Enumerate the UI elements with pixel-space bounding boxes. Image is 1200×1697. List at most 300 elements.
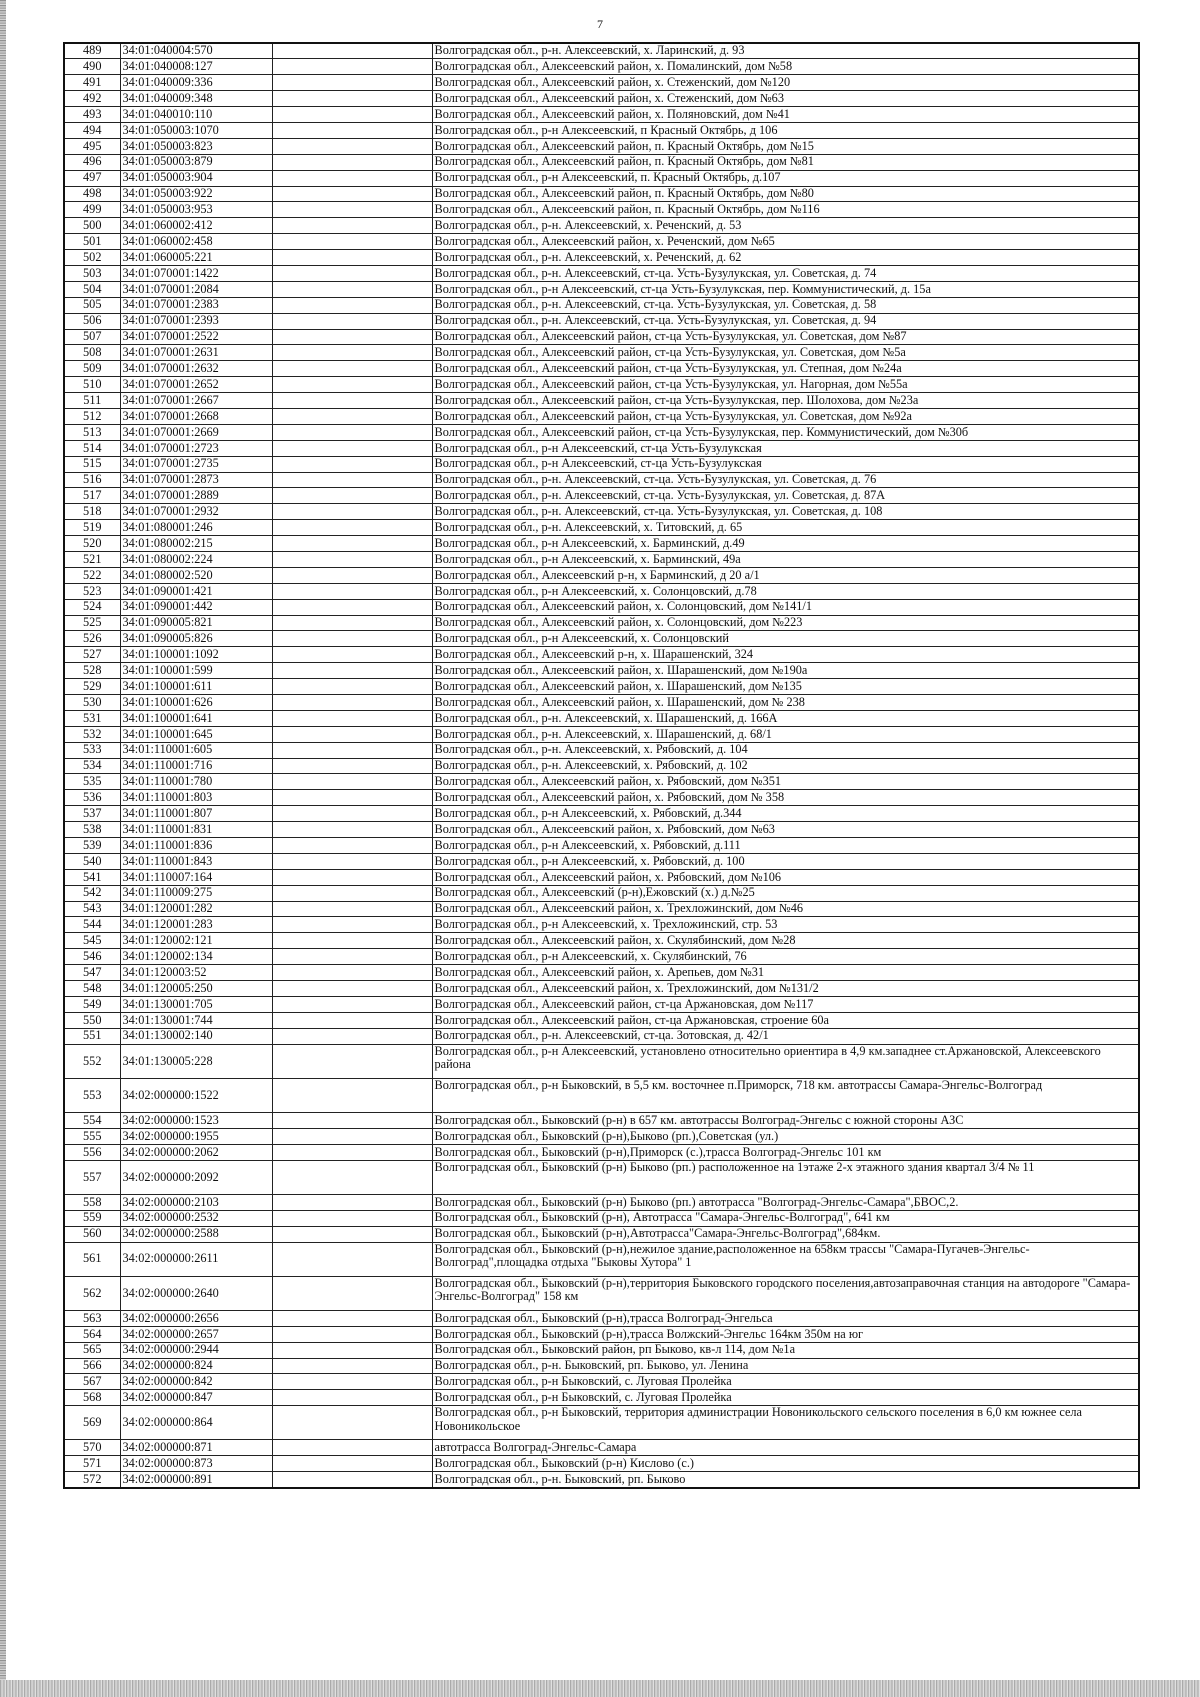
cadastral-number-cell: 34:02:000000:2062 [120,1144,272,1160]
row-number-cell: 558 [64,1194,120,1210]
cadastral-number-cell: 34:02:000000:2532 [120,1210,272,1226]
row-number-cell: 549 [64,996,120,1012]
table-row [64,424,1139,440]
table-row [64,822,1139,838]
empty-cell [272,1210,432,1226]
table-row [64,838,1139,854]
address-cell: Волгоградская обл., р-н. Алексеевский, х. Титовский, д. 65 [432,520,1139,536]
empty-cell [272,138,432,154]
row-number-cell: 522 [64,567,120,583]
cadastral-number-cell: 34:01:040009:348 [120,91,272,107]
table-row [64,1374,1139,1390]
address-cell: Волгоградская обл., р-н. Алексеевский, х. Рябовский, д. 104 [432,742,1139,758]
table-row [64,1342,1139,1358]
empty-cell [272,361,432,377]
row-number-cell: 496 [64,154,120,170]
table-row [64,1012,1139,1028]
row-number-cell: 535 [64,774,120,790]
address-cell: Волгоградская обл., Алексеевский (р-н),Ежовский (х.) д.№25 [432,885,1139,901]
row-number-cell: 542 [64,885,120,901]
cadastral-number-cell: 34:02:000000:2640 [120,1276,272,1310]
table-row [64,1128,1139,1144]
empty-cell [272,1390,432,1406]
table-row [64,91,1139,107]
address-cell: Волгоградская обл., р-н Алексеевский, ст-ца Усть-Бузулукская [432,456,1139,472]
table-row [64,631,1139,647]
table-row [64,853,1139,869]
address-cell: Волгоградская обл., Алексеевский район, х. Шарашенский, дом № 238 [432,695,1139,711]
row-number-cell: 515 [64,456,120,472]
address-cell: Волгоградская обл., Алексеевский район, х. Рябовский, дом №106 [432,869,1139,885]
cadastral-number-cell: 34:02:000000:864 [120,1406,272,1440]
empty-cell [272,456,432,472]
row-number-cell: 537 [64,806,120,822]
empty-cell [272,424,432,440]
address-cell: Волгоградская обл., Быковский (р-н),трасса Волжский-Энгельс 164км 350м на юг [432,1326,1139,1342]
address-cell: Волгоградская обл., Быковский (р-н),территория Быковского городского поселения,автозаправочная станция на автодороге "Самара-Энгельс-Волгоград" 158 км [432,1276,1139,1310]
address-cell: Волгоградская обл., Алексеевский район, х. Скулябинский, дом №28 [432,933,1139,949]
row-number-cell: 563 [64,1310,120,1326]
empty-cell [272,265,432,281]
cadastral-number-cell: 34:01:050003:1070 [120,122,272,138]
table-row [64,1044,1139,1078]
empty-cell [272,1012,432,1028]
cadastral-number-cell: 34:01:100001:626 [120,695,272,711]
row-number-cell: 493 [64,107,120,123]
cadastral-number-cell: 34:01:070001:2669 [120,424,272,440]
table-row [64,377,1139,393]
address-cell: Волгоградская обл., Алексеевский район, ст-ца Усть-Бузулукская, ул. Советская, дом №92а [432,408,1139,424]
table-row [64,281,1139,297]
empty-cell [272,250,432,266]
table-row [64,138,1139,154]
address-cell: Волгоградская обл., Алексеевский р-н, х Барминский, д 20 а/1 [432,567,1139,583]
address-cell: Волгоградская обл., Алексеевский район, х. Рябовский, дом №63 [432,822,1139,838]
table-row [64,981,1139,997]
row-number-cell: 516 [64,472,120,488]
table-row [64,806,1139,822]
cadastral-number-cell: 34:01:050003:953 [120,202,272,218]
row-number-cell: 548 [64,981,120,997]
table-row [64,695,1139,711]
empty-cell [272,536,432,552]
row-number-cell: 525 [64,615,120,631]
row-number-cell: 509 [64,361,120,377]
address-cell: Волгоградская обл., р-н. Алексеевский, ст-ца. Усть-Бузулукская, ул. Советская, д. 94 [432,313,1139,329]
address-cell: Волгоградская обл., Алексеевский район, х. Стеженский, дом №120 [432,75,1139,91]
empty-cell [272,822,432,838]
cadastral-number-cell: 34:01:130005:228 [120,1044,272,1078]
empty-cell [272,853,432,869]
empty-cell [272,996,432,1012]
cadastral-number-cell: 34:01:110001:843 [120,853,272,869]
table-row [64,440,1139,456]
cadastral-number-cell: 34:01:120001:283 [120,917,272,933]
table-row [64,758,1139,774]
address-cell: Волгоградская обл., р-н. Алексеевский, ст-ца. Усть-Бузулукская, ул. Советская, д. 76 [432,472,1139,488]
table-row [64,1112,1139,1128]
row-number-cell: 510 [64,377,120,393]
address-cell: Волгоградская обл., Быковский (р-н),Автотрасса"Самара-Энгельс-Волгоград",684км. [432,1226,1139,1242]
table-row [64,1310,1139,1326]
row-number-cell: 552 [64,1044,120,1078]
cadastral-number-cell: 34:01:040004:570 [120,43,272,59]
table-row [64,996,1139,1012]
empty-cell [272,520,432,536]
address-cell: Волгоградская обл., Алексеевский р-н, х. Шарашенский, 324 [432,647,1139,663]
empty-cell [272,218,432,234]
empty-cell [272,552,432,568]
table-row [64,552,1139,568]
empty-cell [272,663,432,679]
cadastral-number-cell: 34:02:000000:891 [120,1472,272,1488]
row-number-cell: 495 [64,138,120,154]
row-number-cell: 491 [64,75,120,91]
empty-cell [272,75,432,91]
empty-cell [272,234,432,250]
address-cell: Волгоградская обл., Быковский (р-н), Автотрасса "Самара-Энгельс-Волгоград", 641 км [432,1210,1139,1226]
row-number-cell: 564 [64,1326,120,1342]
row-number-cell: 500 [64,218,120,234]
cadastral-number-cell: 34:01:100001:599 [120,663,272,679]
row-number-cell: 527 [64,647,120,663]
cadastral-number-cell: 34:01:110001:836 [120,838,272,854]
address-cell: Волгоградская обл., р-н Алексеевский, х. Барминский, д.49 [432,536,1139,552]
address-cell: Волгоградская обл., р-н Алексеевский, п. Красный Октябрь, д.107 [432,170,1139,186]
table-row [64,965,1139,981]
cadastral-number-cell: 34:01:050003:922 [120,186,272,202]
cadastral-number-cell: 34:02:000000:824 [120,1358,272,1374]
table-row [64,472,1139,488]
table-row [64,504,1139,520]
row-number-cell: 571 [64,1456,120,1472]
empty-cell [272,679,432,695]
table-row [64,393,1139,409]
row-number-cell: 506 [64,313,120,329]
cadastral-number-cell: 34:02:000000:1522 [120,1078,272,1112]
empty-cell [272,742,432,758]
cadastral-number-cell: 34:01:090001:421 [120,583,272,599]
cadastral-number-cell: 34:01:110001:605 [120,742,272,758]
empty-cell [272,1326,432,1342]
table-row [64,1028,1139,1044]
cadastral-number-cell: 34:01:110001:803 [120,790,272,806]
address-cell: Волгоградская обл., Алексеевский район, х. Рябовский, дом №351 [432,774,1139,790]
address-cell: Волгоградская обл., р-н. Алексеевский, ст-ца. Усть-Бузулукская, ул. Советская, д. 108 [432,504,1139,520]
row-number-cell: 521 [64,552,120,568]
cadastral-number-cell: 34:02:000000:842 [120,1374,272,1390]
address-cell: Волгоградская обл., Быковский (р-н) Быково (рп.) расположенное на 1этаже 2-х этажного здания квартал 3/4 № 11 [432,1160,1139,1194]
empty-cell [272,488,432,504]
empty-cell [272,1160,432,1194]
empty-cell [272,710,432,726]
cadastral-number-cell: 34:01:110001:807 [120,806,272,822]
address-cell: Волгоградская обл., р-н Алексеевский, ст-ца Усть-Бузулукская [432,440,1139,456]
registry-table [63,42,1140,1489]
row-number-cell: 557 [64,1160,120,1194]
row-number-cell: 532 [64,726,120,742]
address-cell: Волгоградская обл., Быковский (р-н),трасса Волгоград-Энгельса [432,1310,1139,1326]
table-row [64,488,1139,504]
cadastral-number-cell: 34:01:070001:2522 [120,329,272,345]
table-row [64,1160,1139,1194]
empty-cell [272,1128,432,1144]
empty-cell [272,440,432,456]
empty-cell [272,170,432,186]
row-number-cell: 566 [64,1358,120,1374]
cadastral-number-cell: 34:01:120003:52 [120,965,272,981]
table-row [64,615,1139,631]
row-number-cell: 536 [64,790,120,806]
empty-cell [272,615,432,631]
address-cell: Волгоградская обл., р-н Быковский, с. Луговая Пролейка [432,1374,1139,1390]
scan-edge-left [0,0,6,1697]
row-number-cell: 562 [64,1276,120,1310]
cadastral-number-cell: 34:01:090001:442 [120,599,272,615]
address-cell: Волгоградская обл., р-н. Алексеевский, х. Реченский, д. 62 [432,250,1139,266]
row-number-cell: 534 [64,758,120,774]
cadastral-number-cell: 34:01:070001:1422 [120,265,272,281]
cadastral-number-cell: 34:02:000000:2588 [120,1226,272,1242]
empty-cell [272,599,432,615]
table-row [64,1456,1139,1472]
address-cell: Волгоградская обл., р-н. Быковский, рп. Быково, ул. Ленина [432,1358,1139,1374]
row-number-cell: 539 [64,838,120,854]
empty-cell [272,1358,432,1374]
cadastral-number-cell: 34:01:070001:2632 [120,361,272,377]
table-row [64,202,1139,218]
empty-cell [272,838,432,854]
address-cell: Волгоградская обл., Алексеевский район, х. Поляновский, дом №41 [432,107,1139,123]
cadastral-number-cell: 34:01:070001:2735 [120,456,272,472]
table-row [64,456,1139,472]
cadastral-number-cell: 34:01:080001:246 [120,520,272,536]
empty-cell [272,377,432,393]
empty-cell [272,1406,432,1440]
table-row [64,774,1139,790]
address-cell: Волгоградская обл., р-н Алексеевский, ст-ца Усть-Бузулукская, пер. Коммунистический, д. 15а [432,281,1139,297]
table-row [64,726,1139,742]
address-cell: Волгоградская обл., р-н. Алексеевский, х. Рябовский, д. 102 [432,758,1139,774]
empty-cell [272,1226,432,1242]
cadastral-number-cell: 34:02:000000:2611 [120,1242,272,1276]
cadastral-number-cell: 34:01:070001:2932 [120,504,272,520]
row-number-cell: 501 [64,234,120,250]
cadastral-number-cell: 34:02:000000:1955 [120,1128,272,1144]
cadastral-number-cell: 34:01:060002:458 [120,234,272,250]
row-number-cell: 492 [64,91,120,107]
table-row [64,1326,1139,1342]
table-row [64,583,1139,599]
table-row [64,710,1139,726]
address-cell: Волгоградская обл., Алексеевский район, х. Стеженский, дом №63 [432,91,1139,107]
table-row [64,345,1139,361]
table-row [64,186,1139,202]
empty-cell [272,774,432,790]
address-cell: Волгоградская обл., Алексеевский район, ст-ца Усть-Бузулукская, ул. Советская, дом №5а [432,345,1139,361]
cadastral-number-cell: 34:01:040010:110 [120,107,272,123]
address-cell: Волгоградская обл., р-н Алексеевский, х. Трехложинский, стр. 53 [432,917,1139,933]
address-cell: Волгоградская обл., Алексеевский район, ст-ца Усть-Бузулукская, пер. Шолохова, дом №23а [432,393,1139,409]
table-row [64,250,1139,266]
cadastral-number-cell: 34:01:040008:127 [120,59,272,75]
cadastral-number-cell: 34:01:060005:221 [120,250,272,266]
row-number-cell: 553 [64,1078,120,1112]
table-row [64,154,1139,170]
cadastral-number-cell: 34:01:120002:134 [120,949,272,965]
cadastral-number-cell: 34:01:070001:2723 [120,440,272,456]
page-number: 7 [597,17,603,31]
address-cell: Волгоградская обл., Быковский (р-н) в 657 км. автотрассы Волгоград-Энгельс с южной стороны АЗС [432,1112,1139,1128]
empty-cell [272,933,432,949]
row-number-cell: 502 [64,250,120,266]
table-row [64,933,1139,949]
cadastral-number-cell: 34:01:100001:611 [120,679,272,695]
empty-cell [272,1456,432,1472]
empty-cell [272,91,432,107]
cadastral-number-cell: 34:02:000000:1523 [120,1112,272,1128]
row-number-cell: 555 [64,1128,120,1144]
cadastral-number-cell: 34:01:070001:2631 [120,345,272,361]
empty-cell [272,1044,432,1078]
empty-cell [272,345,432,361]
address-cell: Волгоградская обл., Алексеевский район, х. Арепьев, дом №31 [432,965,1139,981]
cadastral-number-cell: 34:01:070001:2084 [120,281,272,297]
table-row [64,1440,1139,1456]
table-row [64,59,1139,75]
address-cell: Волгоградская обл., Быковский район, рп Быково, кв-л 114, дом №1а [432,1342,1139,1358]
empty-cell [272,107,432,123]
address-cell: Волгоградская обл., Алексеевский район, ст-ца Аржановская, дом №117 [432,996,1139,1012]
address-cell: Волгоградская обл., Алексеевский район, ст-ца Усть-Бузулукская, ул. Нагорная, дом №55а [432,377,1139,393]
table-row [64,1358,1139,1374]
table-row [64,1390,1139,1406]
table-row [64,663,1139,679]
address-cell: Волгоградская обл., р-н Алексеевский, х. Рябовский, д.111 [432,838,1139,854]
empty-cell [272,202,432,218]
empty-cell [272,583,432,599]
address-cell: Волгоградская обл., р-н Быковский, территория администрации Новоникольского сельского поселения в 6,0 км южнее села Новоникольское [432,1406,1139,1440]
empty-cell [272,186,432,202]
row-number-cell: 561 [64,1242,120,1276]
cadastral-number-cell: 34:01:100001:645 [120,726,272,742]
address-cell: Волгоградская обл., Алексеевский район, ст-ца Аржановская, строение 60а [432,1012,1139,1028]
cadastral-number-cell: 34:01:120001:282 [120,901,272,917]
row-number-cell: 518 [64,504,120,520]
row-number-cell: 529 [64,679,120,695]
table-row [64,361,1139,377]
address-cell: Волгоградская обл., р-н. Алексеевский, х. Шарашенский, д. 68/1 [432,726,1139,742]
address-cell: Волгоградская обл., Алексеевский район, п. Красный Октябрь, дом №81 [432,154,1139,170]
cadastral-number-cell: 34:01:110001:780 [120,774,272,790]
address-cell: Волгоградская обл., Алексеевский район, п. Красный Октябрь, дом №80 [432,186,1139,202]
empty-cell [272,981,432,997]
row-number-cell: 498 [64,186,120,202]
cadastral-number-cell: 34:01:100001:1092 [120,647,272,663]
table-row [64,949,1139,965]
cadastral-number-cell: 34:01:070001:2668 [120,408,272,424]
row-number-cell: 511 [64,393,120,409]
address-cell: Волгоградская обл., Алексеевский район, х. Рябовский, дом № 358 [432,790,1139,806]
row-number-cell: 507 [64,329,120,345]
empty-cell [272,1144,432,1160]
address-cell: Волгоградская обл., Алексеевский район, ст-ца Усть-Бузулукская, ул. Советская, дом №87 [432,329,1139,345]
cadastral-number-cell: 34:01:120002:121 [120,933,272,949]
cadastral-number-cell: 34:01:070001:2873 [120,472,272,488]
table-row [64,1194,1139,1210]
address-cell: Волгоградская обл., Быковский (р-н),Быково (рп.),Советская (ул.) [432,1128,1139,1144]
row-number-cell: 503 [64,265,120,281]
table-row [64,1144,1139,1160]
empty-cell [272,122,432,138]
row-number-cell: 559 [64,1210,120,1226]
address-cell: Волгоградская обл., р-н Алексеевский, установлено относительно ориентира в 4,9 км.западнее ст.Аржановской, Алексеевского района [432,1044,1139,1078]
row-number-cell: 541 [64,869,120,885]
table-row [64,297,1139,313]
row-number-cell: 572 [64,1472,120,1488]
empty-cell [272,790,432,806]
row-number-cell: 554 [64,1112,120,1128]
address-cell: Волгоградская обл., Быковский (р-н),нежилое здание,расположенное на 658км трассы "Самара-Пугачев-Энгельс-Волгоград",площадка отдыха "Быковы Хутора" 1 [432,1242,1139,1276]
address-cell: Волгоградская обл., р-н. Алексеевский, ст-ца. Усть-Бузулукская, ул. Советская, д. 74 [432,265,1139,281]
table-row [64,218,1139,234]
empty-cell [272,631,432,647]
empty-cell [272,313,432,329]
cadastral-number-cell: 34:01:130001:705 [120,996,272,1012]
address-cell: Волгоградская обл., р-н Быковский, в 5,5 км. восточнее п.Приморск, 718 км. автотрассы Самара-Энгельс-Волгоград [432,1078,1139,1112]
row-number-cell: 499 [64,202,120,218]
empty-cell [272,917,432,933]
table-row [64,599,1139,615]
address-cell: Волгоградская обл., Алексеевский район, х. Солонцовский, дом №223 [432,615,1139,631]
address-cell: Волгоградская обл., р-н. Алексеевский, ст-ца. Зотовская, д. 42/1 [432,1028,1139,1044]
address-cell: Волгоградская обл., р-н Алексеевский, х. Солонцовский, д.78 [432,583,1139,599]
empty-cell [272,1342,432,1358]
table-row [64,567,1139,583]
cadastral-number-cell: 34:01:040009:336 [120,75,272,91]
table-row [64,1472,1139,1488]
table-row [64,1226,1139,1242]
address-cell: Волгоградская обл., р-н Быковский, с. Луговая Пролейка [432,1390,1139,1406]
empty-cell [272,949,432,965]
address-cell: Волгоградская обл., р-н. Алексеевский, ст-ца. Усть-Бузулукская, ул. Советская, д. 58 [432,297,1139,313]
address-cell: Волгоградская обл., р-н Алексеевский, х. Солонцовский [432,631,1139,647]
cadastral-number-cell: 34:01:090005:821 [120,615,272,631]
address-cell: Волгоградская обл., р-н. Алексеевский, ст-ца. Усть-Бузулукская, ул. Советская, д. 87А [432,488,1139,504]
registry-table-body [64,43,1139,1488]
row-number-cell: 530 [64,695,120,711]
table-row [64,536,1139,552]
empty-cell [272,567,432,583]
cadastral-number-cell: 34:01:110001:831 [120,822,272,838]
empty-cell [272,758,432,774]
row-number-cell: 550 [64,1012,120,1028]
row-number-cell: 560 [64,1226,120,1242]
address-cell: Волгоградская обл., р-н. Алексеевский, х. Шарашенский, д. 166А [432,710,1139,726]
table-row [64,1406,1139,1440]
address-cell: Волгоградская обл., р-н Алексеевский, х. Рябовский, д. 100 [432,853,1139,869]
empty-cell [272,1440,432,1456]
cadastral-number-cell: 34:01:070001:2667 [120,393,272,409]
empty-cell [272,726,432,742]
row-number-cell: 540 [64,853,120,869]
scan-edge-bottom [0,1680,1200,1697]
row-number-cell: 538 [64,822,120,838]
cadastral-number-cell: 34:02:000000:2657 [120,1326,272,1342]
empty-cell [272,1276,432,1310]
cadastral-number-cell: 34:02:000000:873 [120,1456,272,1472]
empty-cell [272,695,432,711]
